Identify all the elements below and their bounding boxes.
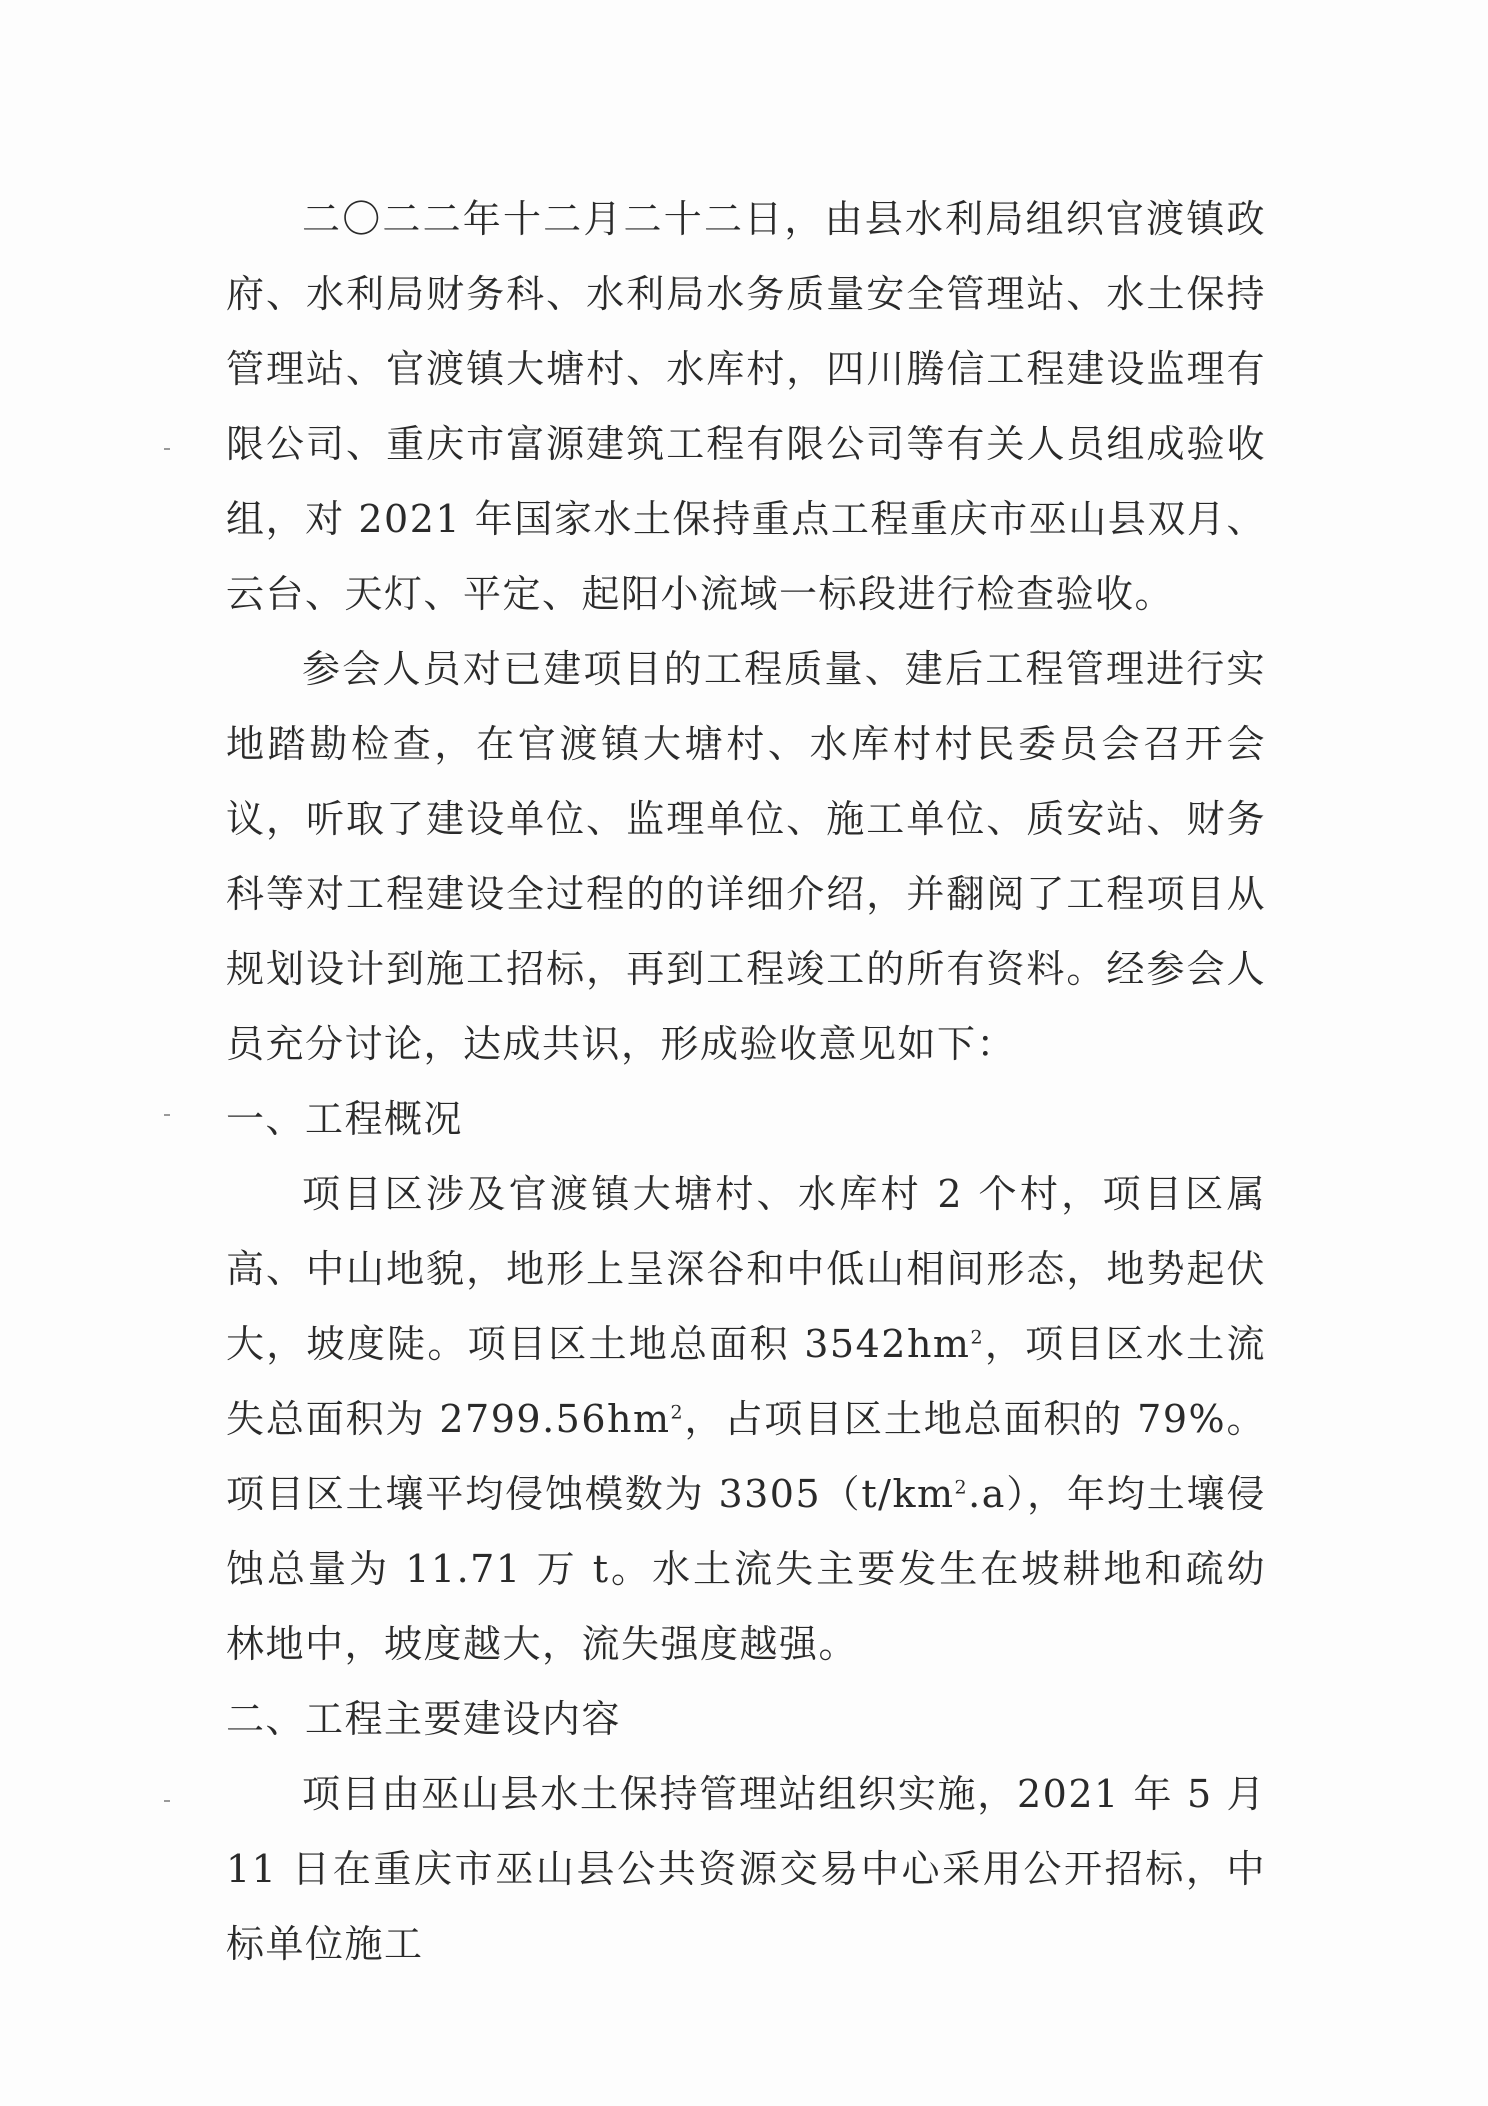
section-heading-main-construction: 二、工程主要建设内容 (226, 1697, 622, 1741)
paragraph-meeting-summary: 参会人员对已建项目的工程质量、建后工程管理进行实地踏勘检查，在官渡镇大塘村、水库村村民委员会召开会议，听取了建设单位、监理单位、施工单位、质安站、财务科等对工程建设全过程的的详细介绍，并翻阅了工程项目从规划设计到施工招标，再到工程竣工的所有资料。经参会人员充分讨论，达成共识，形成验收意见如下： (226, 647, 1266, 1066)
paragraph-acceptance-intro: 二〇二二年十二月二十二日，由县水利局组织官渡镇政府、水利局财务科、水利局水务质量安全管理站、水土保持管理站、官渡镇大塘村、水库村，四川腾信工程建设监理有限公司、重庆市富源建筑工程有限公司等有关人员组成验收组，对 2021 年国家水土保持重点工程重庆市巫山县双月、云台、天灯、平定、起阳小流域一标段进行检查验收。 (226, 197, 1266, 616)
overview-text-part3: ，占项目区土地总面积的 79%。项目区土壤平均侵蚀模数为 3305（t/km (226, 1397, 1266, 1516)
superscript-unit: 2 (954, 1476, 969, 1499)
section-heading-project-overview: 一、工程概况 (226, 1097, 464, 1141)
superscript-unit: 2 (670, 1401, 685, 1424)
paragraph-project-overview (226, 1157, 1266, 1682)
paragraph-implementation: 项目由巫山县水土保持管理站组织实施，2021 年 5 月 11 日在重庆市巫山县公共资源交易中心采用公开招标，中标单位施工 (226, 1772, 1266, 1966)
scan-artifact-mark (164, 448, 170, 450)
overview-text-part4: .a），年均土壤侵蚀总量为 11.71 万 t。水土流失主要发生在坡耕地和疏幼林地中，坡度越大，流失强度越强。 (226, 1472, 1266, 1666)
document-body (226, 182, 1266, 1982)
overview-text-part2: ，项目区水土流失总面积为 2799.56hm (226, 1322, 1266, 1441)
superscript-unit: 2 (970, 1326, 985, 1349)
overview-text-part1: 项目区涉及官渡镇大塘村、水库村 2 个村，项目区属高、中山地貌，地形上呈深谷和中低山相间形态，地势起伏大，坡度陡。项目区土地总面积 3542hm (226, 1172, 1266, 1366)
scan-artifact-mark (164, 1800, 170, 1802)
scan-artifact-mark (164, 1114, 170, 1116)
